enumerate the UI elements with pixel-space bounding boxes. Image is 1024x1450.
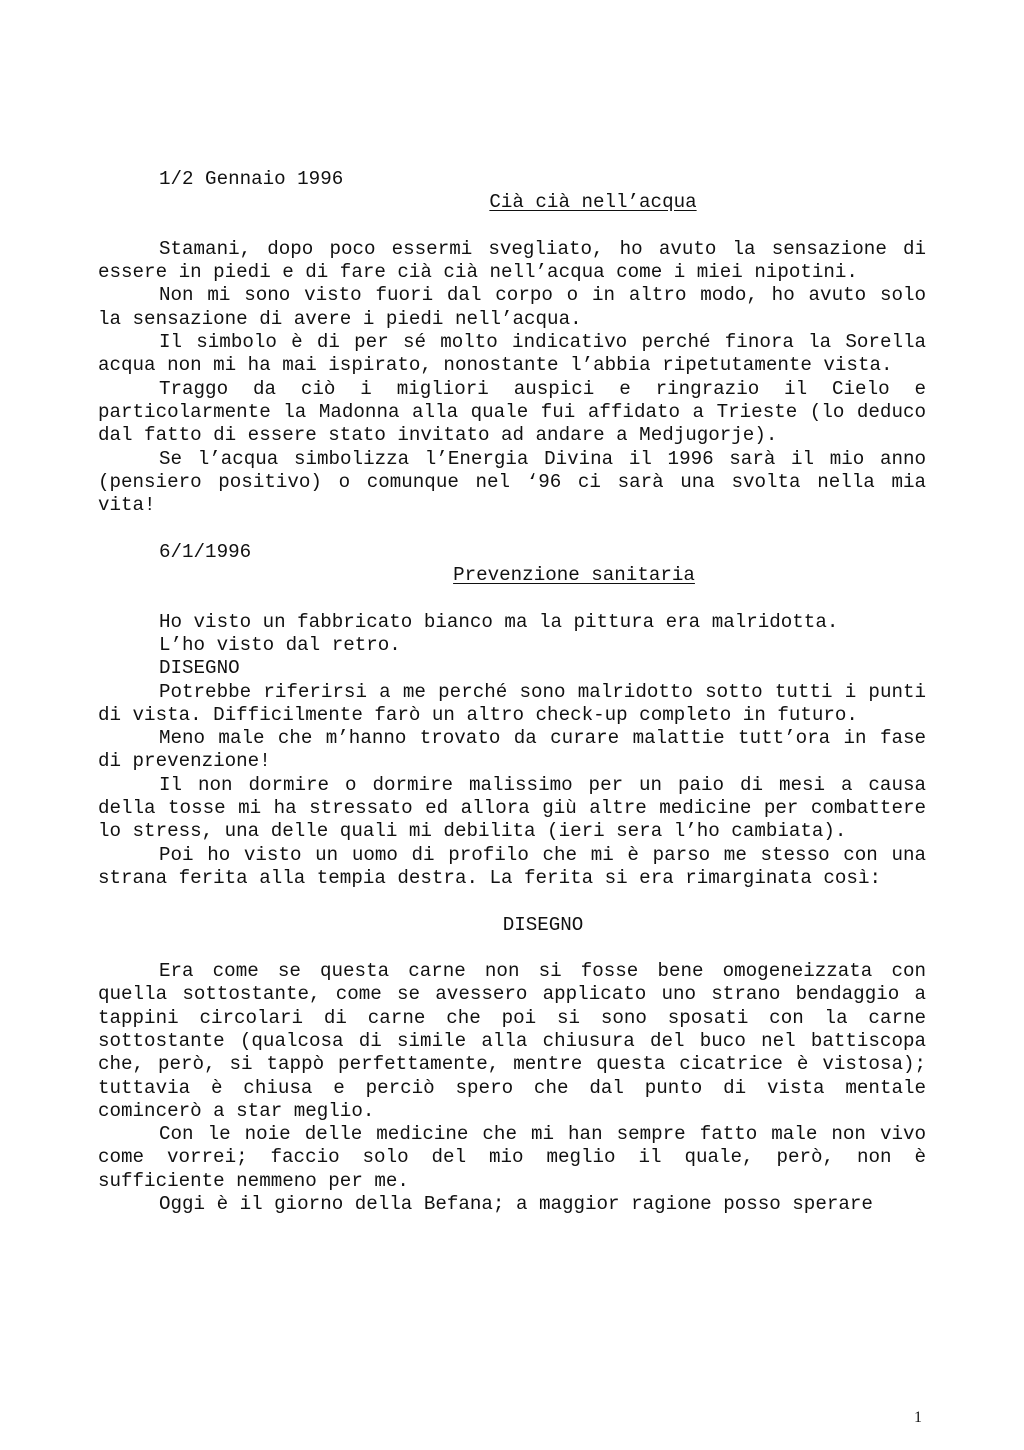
spacer (98, 587, 926, 610)
paragraph: Con le noie delle medicine che mi han sempre fatto male non vivo come vorrei; faccio solo del mio meglio il quale, però, non è sufficiente nemmeno per me. (98, 1123, 926, 1192)
entry-title: Cià cià nell’acqua (489, 191, 697, 214)
paragraph: Potrebbe riferirsi a me perché sono malridotto sotto tutti i punti di vista. Difficilmente farò un altro check-up completo in futuro. (98, 680, 926, 726)
document-page (98, 168, 926, 1216)
spacer (98, 937, 926, 960)
page-number: 1 (914, 1409, 922, 1426)
spacer (98, 215, 926, 238)
paragraph: Se l’acqua simbolizza l’Energia Divina il 1996 sarà il mio anno (pensiero positivo) o comunque nel ‘96 ci sarà una svolta nella mia vita! (98, 447, 926, 517)
paragraph: Non mi sono visto fuori dal corpo o in altro modo, ho avuto solo la sensazione di avere i piedi nell’acqua. (98, 284, 926, 330)
entry-date: 6/1/1996 (159, 540, 252, 563)
paragraph: Ho visto un fabbricato bianco ma la pittura era malridotta. (159, 610, 839, 633)
paragraph: Era come se questa carne non si fosse bene omogeneizzata con quella sottostante, come se avessero applicato uno strano bendaggio a tappini circolari di carne che poi si sono sposati con la carne sottostante (qualcosa di simile alla chiusura del buco nel battiscopa che, però, si tappò perfettamente, mentre questa cicatrice è vistosa); tuttavia è chiusa e perciò spero che dal punto di vista mentale comincerò a star meglio. (98, 960, 926, 1122)
entry-title: Prevenzione sanitaria (453, 564, 695, 587)
paragraph: Oggi è il giorno della Befana; a maggior ragione posso sperare (159, 1193, 873, 1216)
paragraph: Poi ho visto un uomo di profilo che mi è parso me stesso con una strana ferita alla tempia destra. La ferita si era rimarginata così: (98, 843, 926, 889)
paragraph: Meno male che m’hanno trovato da curare malattie tutt’ora in fase di prevenzione! (98, 727, 926, 773)
entry-date: 1/2 Gennaio 1996 (159, 168, 344, 190)
spacer (98, 890, 926, 913)
spacer (98, 517, 926, 540)
paragraph: Stamani, dopo poco essermi svegliato, ho avuto la sensazione di essere in piedi e di fare cià cià nell’acqua come i miei nipotini. (98, 237, 926, 284)
paragraph: L’ho visto dal retro. (159, 633, 401, 656)
paragraph: Traggo da ciò i migliori auspici e ringrazio il Cielo e particolarmente la Madonna alla quale fui affidato a Trieste (lo deduco dal fatto di essere stato invitato ad andare a Medjugorje). (98, 377, 926, 447)
paragraph: Il non dormire o dormire malissimo per un paio di mesi a causa della tosse mi ha stressato ed allora giù altre medicine per combattere lo stress, una delle quali mi debilita (ieri sera l’ho cambiata). (98, 773, 926, 843)
paragraph: Il simbolo è di per sé molto indicativo perché finora la Sorella acqua non mi ha mai ispirato, nonostante l’abbia ripetutamente vista. (98, 331, 926, 377)
drawing-placeholder: DISEGNO (502, 913, 584, 936)
drawing-placeholder: DISEGNO (159, 657, 240, 680)
